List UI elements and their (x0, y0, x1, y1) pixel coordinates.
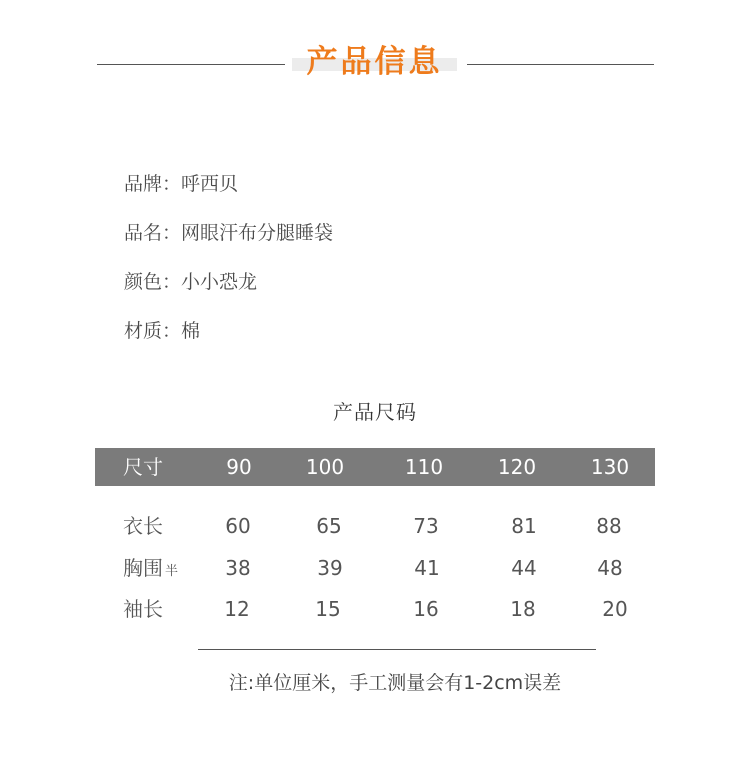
table-cell: 81 (511, 514, 537, 538)
table-cell: 60 (225, 514, 251, 538)
table-cell: 38 (225, 556, 251, 580)
table-cell: 15 (315, 597, 341, 621)
table-cell: 44 (511, 556, 537, 580)
table-cell: 39 (317, 556, 343, 580)
info-row-brand (124, 168, 333, 217)
table-cell: 12 (224, 597, 250, 621)
table-cell: 88 (596, 514, 622, 538)
table-cell: 16 (413, 597, 439, 621)
table-cell: 48 (597, 556, 623, 580)
note-divider (198, 649, 596, 650)
title-divider-right (467, 64, 654, 65)
row-label: 袖长 (123, 597, 163, 621)
page-title: 产品信息 (306, 44, 443, 80)
title-divider-left (97, 64, 285, 65)
size-table-header (95, 448, 655, 486)
table-cell: 20 (602, 597, 628, 621)
info-value: 呼西贝 (181, 173, 239, 195)
table-cell: 41 (414, 556, 440, 580)
header-label: 尺寸 (123, 455, 163, 479)
table-cell: 18 (510, 597, 536, 621)
info-label: 颜色： (124, 271, 182, 293)
table-row (95, 551, 655, 585)
measurement-note: 注:单位厘米，手工测量会有1-2cm误差 (228, 672, 562, 694)
section-title (0, 40, 750, 90)
info-value: 网眼汗布分腿睡袋 (181, 222, 334, 244)
header-size: 100 (305, 455, 345, 479)
header-size: 90 (226, 455, 252, 479)
table-row (95, 592, 655, 626)
table-cell: 65 (316, 514, 342, 538)
info-value: 棉 (181, 320, 201, 342)
info-label: 材质： (124, 320, 182, 342)
table-cell: 73 (413, 514, 439, 538)
row-label: 衣长 (123, 514, 163, 538)
info-label: 品名： (124, 222, 182, 244)
product-info-list (124, 168, 333, 364)
info-row-color (124, 266, 333, 315)
info-label: 品牌： (124, 173, 182, 195)
header-size: 110 (404, 455, 444, 479)
header-size: 120 (497, 455, 537, 479)
info-row-material (124, 315, 333, 364)
row-label: 胸围 半 (123, 556, 179, 580)
info-value: 小小恐龙 (181, 271, 258, 293)
info-row-name (124, 217, 333, 266)
size-table-title: 产品尺码 (333, 400, 417, 424)
header-size: 130 (590, 455, 630, 479)
table-row (95, 509, 655, 543)
